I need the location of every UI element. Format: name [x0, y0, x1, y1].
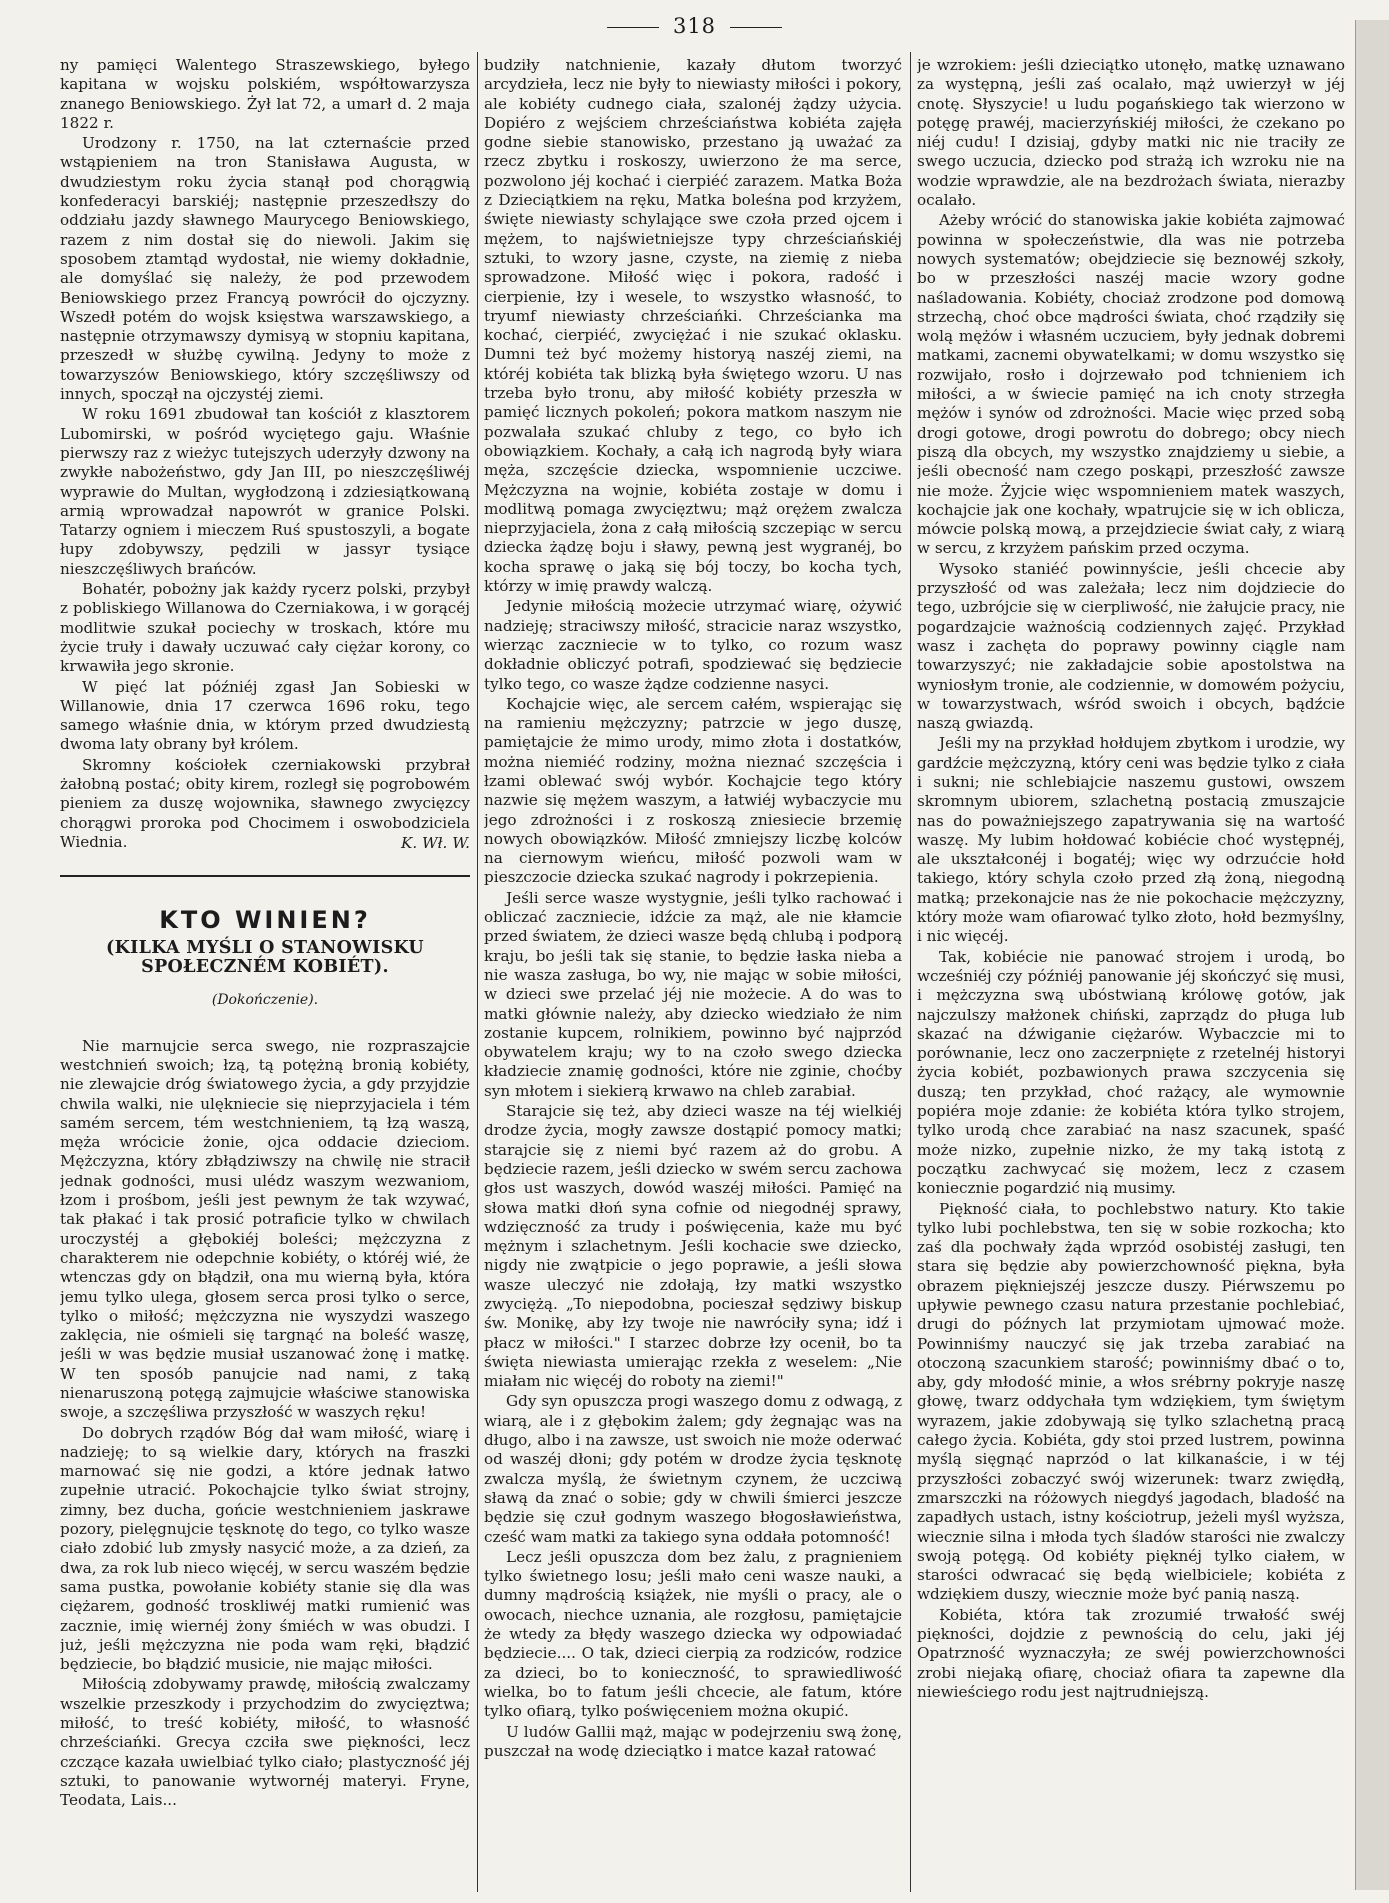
column-middle: [484, 56, 902, 1886]
paragraph: Kochajcie więc, ale sercem całém, wspierając się na ramieniu mężczyzny; patrzcie w jego duszę, pamiętajcie że mimo urody, mimo złota i dostatków, można niemiéć rodziny, można nieznać szczęścia i łzami oblewać swój wybór. Kochajcie tego który nazwie się mężem waszym, a łatwiéj wybaczycie mu jego zdrożności i z roskoszą zniesiecie brzemię nowych obowiązków. Miłość zmniejszy liczbę kolców na ciernowym wieńcu, miłość pozwoli wam w pieszczocie dziecka szukać nagrody i pokrzepienia.: [484, 694, 902, 887]
page-number: 318: [0, 14, 1389, 38]
paragraph: Kobiéta, która tak zrozumié trwałość swéj piękności, dojdzie z pewnością do celu, jaki jéj Opatrzność wyznaczyła; ze swéj powierzchowności zrobi niejaką ofiarę, chociaż ofiara ta zapewne dla niewieściego rodu jest najtrudniejszą.: [917, 1605, 1345, 1701]
paragraph: Starajcie się też, aby dzieci wasze na téj wielkiéj drodze życia, mogły zawsze dostąpić pomocy matki; starajcie się z niemi być razem aż do grobu. A będziecie razem, jeśli dziecko w swém sercu zachowa głos ust waszych, dowód waszéj miłości. Pamięć na słowa matki dłoń syna cofnie od niegodnéj sprawy, wdzięczność za trudy i poświęcenia, każe mu być mężnym i szlachetnym. Jeśli kochacie swe dziecko, nigdy nie zwątpicie o jego poprawie, a jeśli słowa wasze uleczyć nie zdołają, łzy matki wszystko zwyciężą. „To niepodobna, pocieszał sędziwy biskup św. Monikę, aby łzy twoje nie nawróciły syna; idź i płacz w miłości." I starzec dobrze łzy ocenił, bo ta święta niewiasta umierając rzekła z weselem: „Nie miałam nic więcéj do roboty na ziemi!": [484, 1102, 902, 1391]
paragraph: je wzrokiem: jeśli dzieciątko utonęło, matkę uznawano za występną, jeśli zaś ocalało, mąż uwierzył w jéj cnotę. Słyszycie! u ludu pogańskiego tak wierzono w potęgę prawéj, macierzyńskiéj miłości, że czekano po niéj cudu! I dzisiaj, gdyby matki nic nie traciły ze swego uczucia, dziecko pod strażą ich wzroku nie na wodzie wprawdzie, ale na bezdrożach świata, nierazby ocalało.: [917, 56, 1345, 210]
paragraph: Skromny kościołek czerniakowski przybrał żałobną postać; obity kirem, rozległ się pogrobowém pieniem za duszę wojownika, sławnego zwycięzcy chorągwi proroka pod Chocimem i oswobodziciela Wiednia.: [60, 755, 470, 851]
column-divider: [910, 52, 911, 1892]
continuation-note: (Dokończenie).: [211, 992, 319, 1009]
paragraph: budziły natchnienie, kazały dłutom tworzyć arcydzieła, lecz nie były to niewiasty miłości i pokory, ale kobiéty cudnego ciała, szalonéj żądzy użycia. Dopiéro z wejściem chrześciaństwa kobiéta zajęła godne siebie stanowisko, przestano ją uważać za rzecz zbytku i roskoszy, uwierzono że ma serce, pozwolono jéj kochać i cierpiéć zarazem. Matka Boża z Dzieciątkiem na ręku, Matka boleśna pod krzyżem, święte niewiasty schylające swe czoła przed ojcem i mężem, to najświetniejsze typy chrześciańskiéj sztuki, to wzory jasne, czyste, na ziemię z nieba sprowadzone. Miłość więc i pokora, radość i cierpienie, łzy i wesele, to wszystko własność, to tryumf niewiasty chrześciańki. Chrześcianka ma kochać, cierpiéć, zwyciężać i nie szukać oklasku. Dumni też być możemy historyą naszéj ziemi, na któréj kobiéta tak blizką była świętego wzoru. U nas trzeba było tronu, aby miłość kobiéty przeszła w pamięć licznych pokoleń; pokora matkom naszym nie pozwalała szukać chluby z tego, co było ich obowiązkiem. Kochały, a całą ich nagrodą były wiara męża, szczęście dziecka, wspomnienie uczciwe. Mężczyzna na wojnie, kobiéta zostaje w domu i modlitwą pomaga zwycięztwu; mąż orężem zwalcza nieprzyjaciela, żona z całą miłością szczepiąc w sercu dziecka żądzę boju i sławy, pewną jest wygranéj, bo kocha sprawę o jaką się bój toczy, bo kocha tych, którzy w imię prawdy walczą.: [484, 56, 902, 596]
paragraph: Gdy syn opuszcza progi waszego domu z odwagą, z wiarą, ale i z głębokim żalem; gdy żegnając was na długo, albo i na zawsze, ust swoich nie może oderwać od waszéj dłoni; gdy potém w drodze życia tęsknotę zwalcza myślą, że świetnym czynem, że uczciwą sławą da znać o sobie; gdy w chwili śmierci jeszcze będzie się czuł godnym waszego błogosławieństwa, cześć wam matki za takiego syna oddała potomność!: [484, 1392, 902, 1546]
paragraph: Tak, kobiécie nie panować strojem i urodą, bo wcześniéj czy późniéj panowanie jéj skończyć się musi, i mężczyzna swą ubóstwianą królowę gotów, jak najczulszy małżonek chiński, zaprządz do pługa lub skazać na dźwiganie ciężarów. Wybaczcie mi to porównanie, lecz ono zaczerpnięte z rzetelnéj historyi życia kobiét, pozbawionych prawa szczycenia się duszą; ten przykład, choć rażący, ale wymownie popiéra moje zdanie: że kobiéta która tylko strojem, tylko urodą chce zarabiać na nasz szacunek, spaść może nizko, zupełnie nizko, że my taką istotą z początku zachwycać się możem, lecz z czasem koniecznie pogardzić nią musimy.: [917, 947, 1345, 1198]
paragraph: Wysoko staniéć powinnyście, jeśli chcecie aby przyszłość od was zależała; lecz nim dojdziecie do tego, uzbrójcie się w cierpliwość, nie żałujcie pracy, nie pogardzajcie ważnością codziennych zajęć. Przykład wasz i zachęta do poprawy powinny ciągle nam towarzyszyć; nie zakładajcie sobie apostolstwa na wyniosłym tronie, ale codziennie, w domowém pożyciu, w towarzystwach, wśród swoich i obcych, bądźcie naszą gwiazdą.: [917, 559, 1345, 733]
paragraph: Bohatér, pobożny jak każdy rycerz polski, przybył z pobliskiego Willanowa do Czerniakowa, i w gorącéj modlitwie szukał pociechy w troskach, które mu życie truły i dawały uczuwać cały ciężar korony, co krwawiła jego skronie.: [60, 580, 470, 676]
paragraph: U ludów Gallii mąż, mając w podejrzeniu swą żonę, puszczał na wodę dzieciątko i matce kazał ratować: [484, 1722, 902, 1760]
column-left: [60, 56, 470, 1886]
paragraph: ny pamięci Walentego Straszewskiego, byłego kapitana w wojsku polskiém, współtowarzysza znanego Beniowskiego. Żył lat 72, a umarł d. 2 maja 1822 r.: [60, 56, 470, 132]
paragraph: W pięć lat późniéj zgasł Jan Sobieski w Willanowie, dnia 17 czerwca 1696 roku, tego samego właśnie dnia, w którym przed dwudziestą dwoma laty obrany był królem.: [60, 677, 470, 754]
paragraph: Nie marnujcie serca swego, nie rozpraszajcie westchnień swoich; łzą, tą potężną bronią kobiéty, nie zlewajcie dróg światowego życia, a gdy przyjdzie chwila walki, nie ulękniecie się nieprzyjaciela i tém samém sercem, tém westchnieniem, tą łzą waszą, męża wrócicie żonie, ojca oddacie dzieciom. Mężczyzna, który zbłądziwszy na chwilę nie stracił jednak godności, musi ulédz waszym wezwaniom, łzom i prośbom, jeśli jest pewnym że tak wzywać, tak płakać i tak prosić potraficie tylko w chwilach uroczystéj a głębokiéj boleści; mężczyzna z charakterem nie odepchnie kobiéty, o któréj wié, że wtenczas gdy on błądził, ona mu wierną była, która jemu tylko ulega, głosem serca prosi tylko o serce, tylko o miłość; mężczyzna nie wyszydzi waszego zaklęcia, nie ośmieli się targnąć na boleść waszę, jeśli w was będzie musiał uszanować żonę i matkę. W ten sposób panujcie nad nami, z taką nienaruszoną potęgą zajmujcie właściwe stanowiska swoje, a szczęśliwa przyszłość w waszych ręku!: [60, 1036, 470, 1422]
column-right: [917, 56, 1345, 1886]
paragraph: Jeśli my na przykład hołdujem zbytkom i urodzie, wy gardźcie mężczyzną, który ceni was będzie tylko z ciała i sukni; nie schlebiajcie naszemu gustowi, owszem skromnym ubiorem, szlachetną postacią zmuszajcie nas do poważniejszego zapatrywania się na wartość waszę. My lubim hołdować kobiécie choć występnéj, ale ukształconéj i bogatéj; więc wy odrzućcie hołd takiego, który schyla czoło przed złą żoną, niegodną matką; przekonajcie nas że nie pokochacie mężczyzny, który może wam ofiarować tylko złoto, hołd bezmyślny, i nic więcéj.: [917, 734, 1345, 946]
paragraph: Urodzony r. 1750, na lat czternaście przed wstąpieniem na tron Stanisława Augusta, w dwudziestym roku życia stanął pod chorągwią konfederacyi barskiéj; następnie przeszedłszy do oddziału jazdy sławnego Maurycego Beniowskiego, razem z nim dostał się do niewoli. Jakim się sposobem ztamtąd wydostał, nie wiemy dokładnie, ale domyślać się należy, że pod przewodem Beniowskiego przez Francyą powrócił do ojczyzny. Wszedł potém do wojsk księstwa warszawskiego, a następnie otrzymawszy dymisyą w stopniu kapitana, przeszedł w służbę cywilną. Jedyny to może z towarzyszów Beniowskiego, który szczęśliwszy od innych, spoczął na ojczystéj ziemi.: [60, 134, 470, 404]
paragraph: Piękność ciała, to pochlebstwo natury. Kto takie tylko lubi pochlebstwa, ten się w sobie rozkocha; kto zaś dla pochwały żąda wprzód osobistéj zasługi, ten stara się będzie aby powierzchowność piękna, była obrazem piękniejszéj jeszcze duszy. Piérwszemu po upływie pewnego czasu natura przestanie pochlebiać, drugi do późnych lat przymiotam ujmować może. Powinniśmy nauczyć się jak trzeba zarabiać na otoczoną szacunkiem starość; powinniśmy dbać o to, aby, gdy młodość minie, a włos srébrny pokryje naszę głowę, twarz oddychała tym wdziękiem, tym świętym wyrazem, jakie zdobywają się tylko szlachetną pracą całego życia. Kobiéta, gdy stoi przed lustrem, powinna myślą sięgnąć naprzód o lat kilkanaście, i w téj przyszłości zobaczyć swój wizerunek: twarz zwiędłą, zmarszczki na różowych niegdyś jagodach, bladość na zapadłych ustach, istny kościotrup, jeżeli myśl wyższa, wiecznie silna i młoda tych śladów starości nie zwalczy swoją potęgą. Od kobiéty pięknéj tylko ciałem, w starości odwracać się będą wielbiciele; kobiéta z wdziękiem duszy, wiecznie może być panią naszą.: [917, 1199, 1345, 1604]
paragraph: Miłością zdobywamy prawdę, miłością zwalczamy wszelkie przeszkody i przychodzim do zwycięztwa; miłość, to treść kobiéty, miłość, to własność chrześciańki. Grecya czciła swe piękności, lecz czczące kazała uwielbiać tylko ciało; plastyczność jéj sztuki, to panowanie wytwornéj materyi. Fryne, Teodata, Lais...: [60, 1675, 470, 1810]
paragraph: Jedynie miłością możecie utrzymać wiarę, ożywić nadzieję; straciwszy miłość, stracicie naraz wszystko, wierząc zaczniecie w to tylko, co rozum wasz dokładnie obliczyć potrafi, spodziewać się będziecie tylko tego, co wasze żądze codzienne nasyci.: [484, 597, 902, 693]
author-signature: K. Wł. W.: [401, 834, 470, 853]
paragraph: Do dobrych rządów Bóg dał wam miłość, wiarę i nadzieję; to są wielkie dary, których na fraszki marnować się nie godzi, a które jednak łatwo zupełnie utracić. Pokochajcie tylko świat strojny, zimny, bez ducha, gońcie westchnieniem jaskrawe pozory, pielęgnujcie tęsknotę do tego, co tylko wasze ciało zdobić lub zmysły nasycić może, a za dzień, za dwa, za rok lub nieco więcéj, w sercu waszém będzie sama pustka, powołanie kobiéty stanie się dla was ciężarem, godność troskliwéj matki rumienić was zacznie, imię wiernéj żony śmiéch w was obudzi. I już, jeśli mężczyzna nie poda wam ręki, błądzić będziecie, bo błądzić musicie, nie mając miłości.: [60, 1423, 470, 1674]
paragraph: Ażeby wrócić do stanowiska jakie kobiéta zajmować powinna w społeczeństwie, dla was nie potrzeba nowych systematów; obejdziecie się beznowéj szkoły, bo w przeszłości naszéj macie wzory godne naśladowania. Kobiéty, chociaż zrodzone pod domową strzechą, choć obce mądrości świata, choć rządziły się wolą mężów i własném uczuciem, były jednak dobremi matkami, zacnemi obywatelkami; w domu wszystko się rozwijało, rosło i dojrzewało pod tchnieniem ich miłości, a w świecie pamięć na ich cnoty strzegła mężów i synów od zdrożności. Macie więc przed sobą drogi gotowe, drogi powrotu do dobrego; obcy niech piszą dla obcych, my wszystko znajdziemy u siebie, a jeśli obecność nam czego poskąpi, przeszłość zawsze nie może. Żyjcie więc wspomnieniem matek waszych, kochajcie jak one kochały, wpatrujcie się w ich oblicza, mówcie polską mową, a przejdziecie świat cały, z wiarą w sercu, z krzyżem pańskim przed oczyma.: [917, 211, 1345, 558]
adjacent-page-edge: [1355, 20, 1389, 1890]
paragraph: Jeśli serce wasze wystygnie, jeśli tylko rachować i obliczać zaczniecie, idźcie za mąż, ale nie kłamcie przed światem, że dzieci wasze będą chlubą i podporą kraju, bo jeśli tak się stanie, to będzie łaska nieba a nie wasza zasługa, bo wy, nie mając w sobie miłości, w dzieci swe przelać jéj nie możecie. A do was to matki głównie należy, aby dziecko wiedziało że nim zostanie kupcem, rolnikiem, powinno być najprzód obywatelem kraju; wy to na czoło swego dziecka kładziecie znamię godności, które nie zginie, choćby syn młotem i siekierą krwawo na chleb zarabiał.: [484, 888, 902, 1100]
paragraph: W roku 1691 zbudował tan kościół z klasztorem Lubomirski, w pośród wyciętego gaju. Właśnie pierwszy raz z wieżyc tutejszych uderzyły dzwony na zwykłe nabożeństwo, gdy Jan III, po nieszczęśliwéj wyprawie do Multan, wygłodzoną i zdziesiątkowaną armią wprowadzał napowrót w granice Polski. Tatarzy ogniem i mieczem Ruś spustoszyli, a bogate łupy zdobywszy, pędzili w jassyr tysiące nieszczęśliwych brańców.: [60, 405, 470, 578]
article-separator: [60, 875, 470, 877]
column-divider: [477, 52, 478, 1892]
article-title: KTO WINIEN?: [159, 906, 371, 935]
paragraph: Lecz jeśli opuszcza dom bez żalu, z pragnieniem tylko świetnego losu; jeśli mało ceni wasze nauki, a dumny mądrością książek, nie myśli o pracy, ale o owocach, niechce uznania, ale rozgłosu, pamiętajcie że wtedy za błędy waszego dziecka wy odpowiadać będziecie.... O tak, dzieci cierpią za rodziców, rodzice za dzieci, bo to konieczność, to sprawiedliwość wielka, bo to fatum jeśli chcecie, ale fatum, które tylko ofiarą, tylko poświęceniem można okupić.: [484, 1547, 902, 1721]
article-subtitle: (KILKA MYŚLI O STANOWISKU SPOŁECZNÉM KOBIÉT).: [106, 937, 424, 978]
